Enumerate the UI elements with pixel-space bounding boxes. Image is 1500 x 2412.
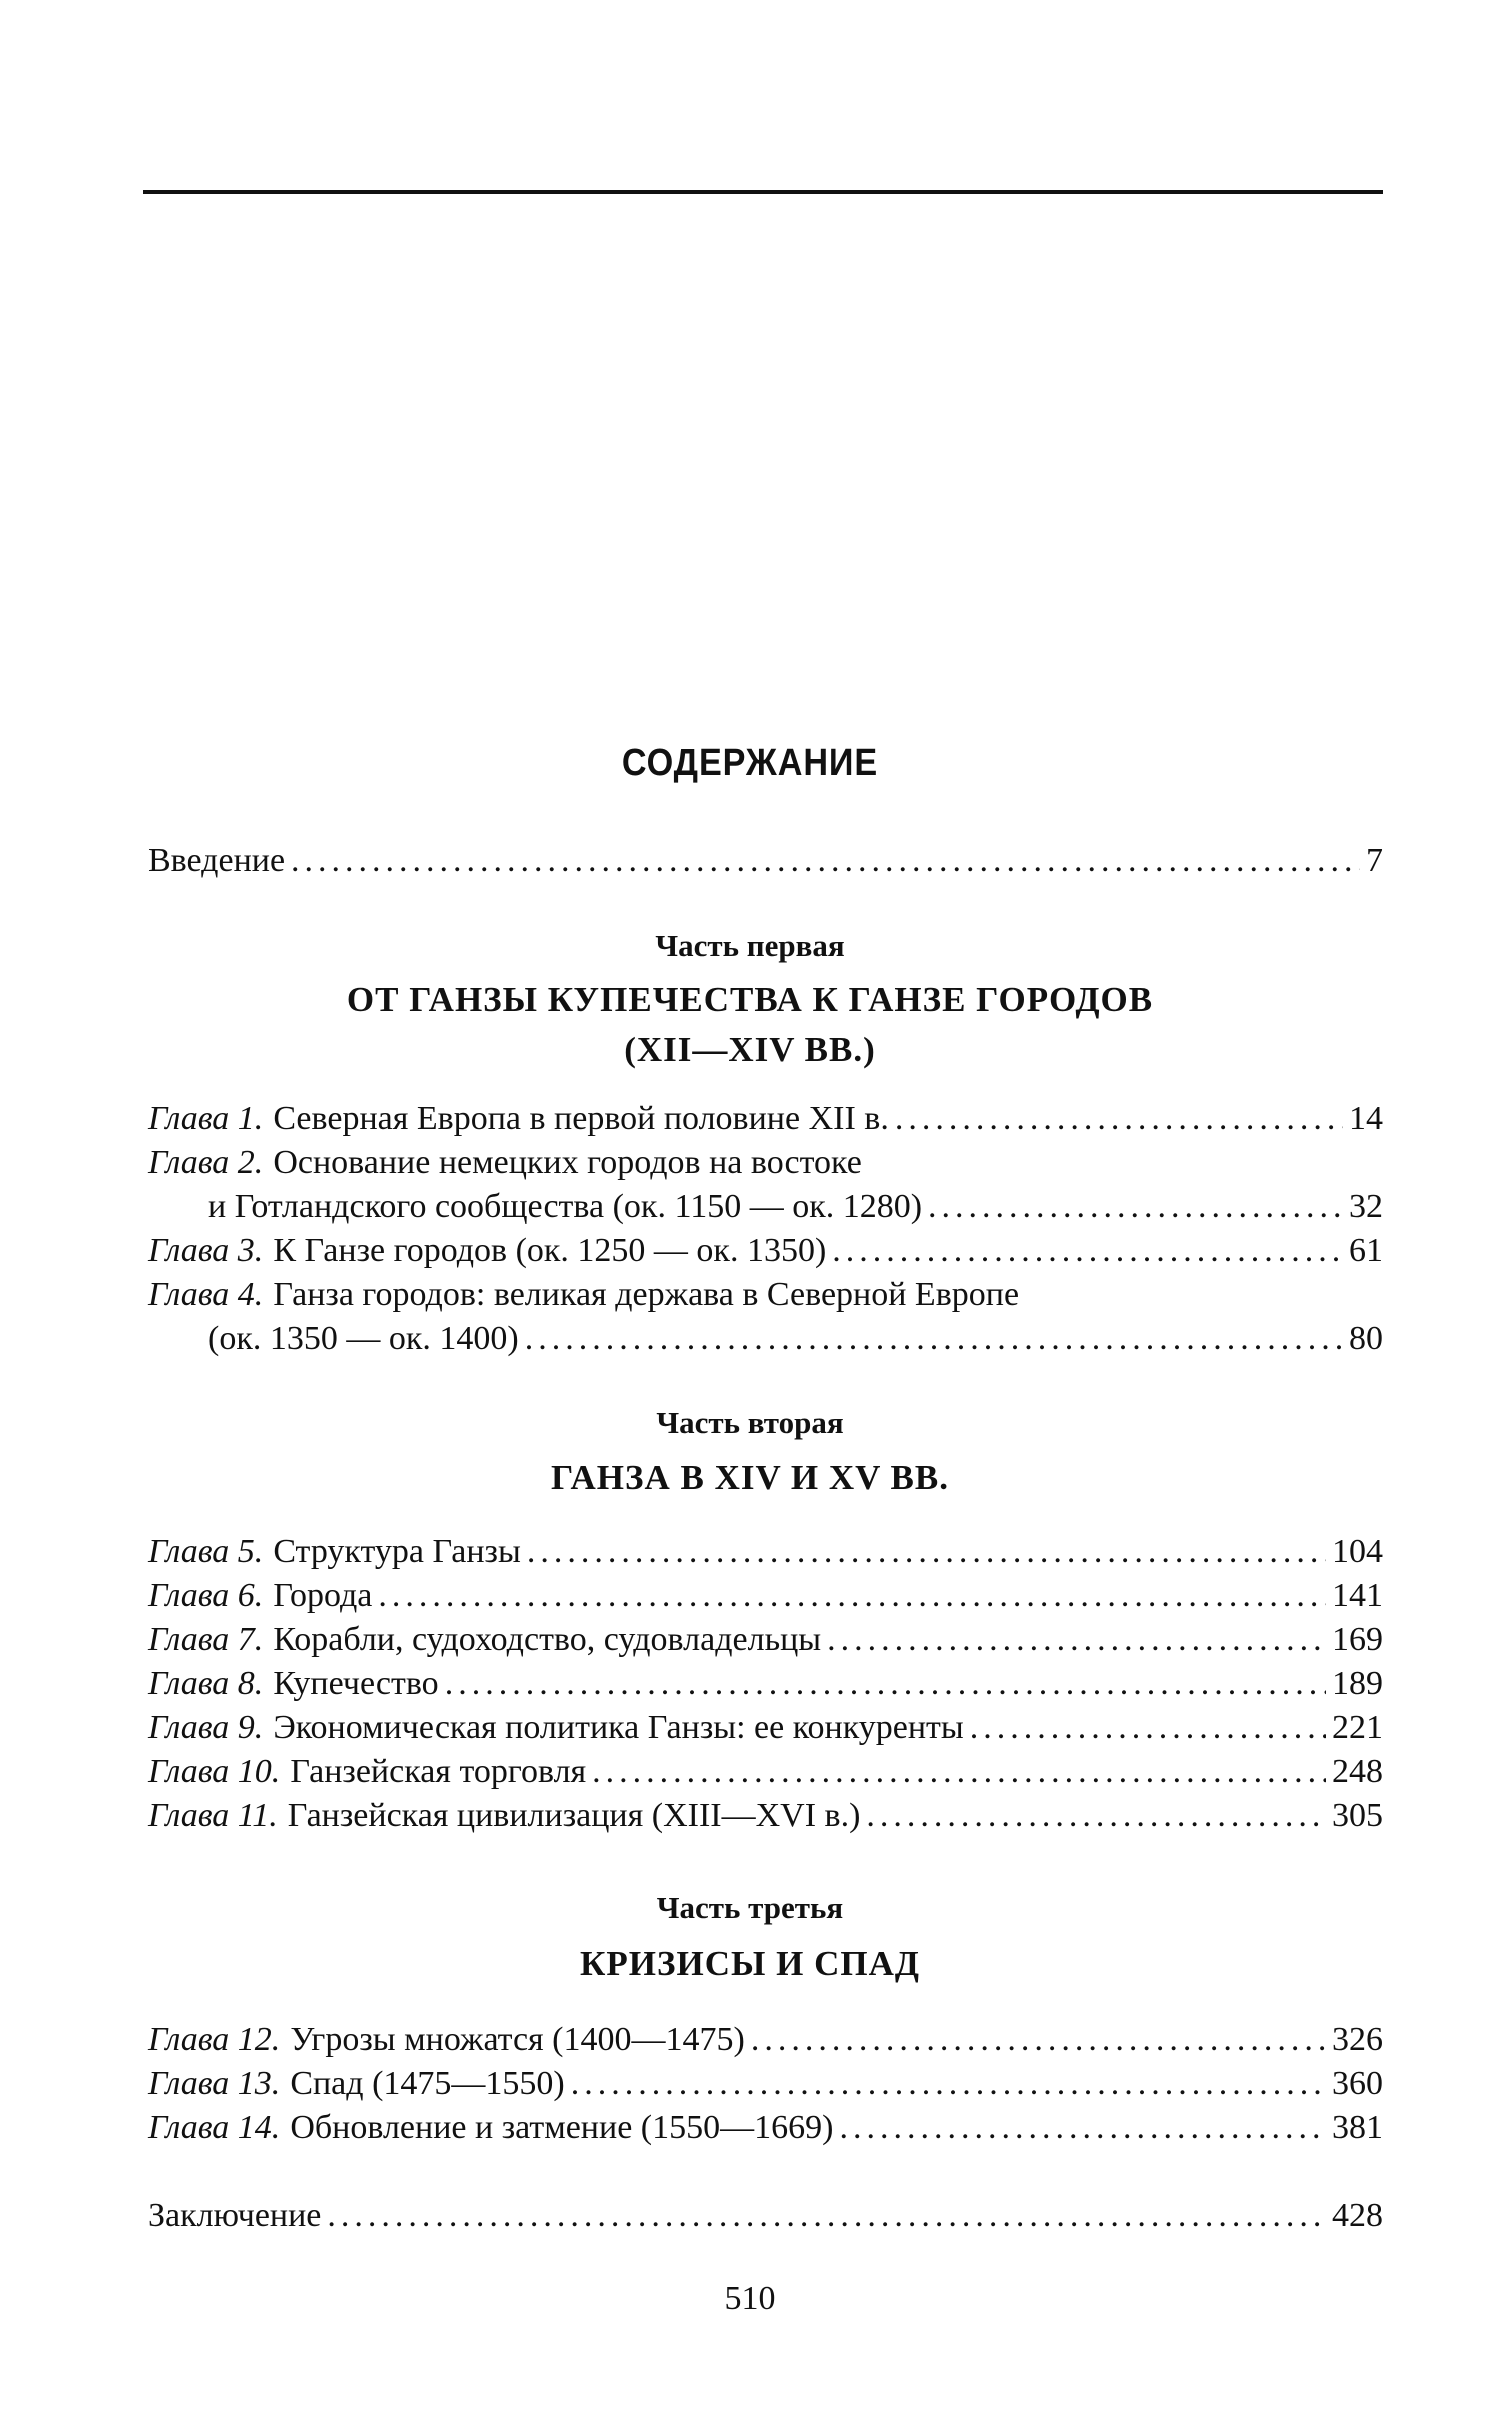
entry-title-continuation: (ок. 1350 — ок. 1400) [208, 1320, 519, 1357]
chapter-number: Глава 5. [148, 1533, 264, 1570]
page-title: СОДЕРЖАНИЕ [621, 742, 879, 784]
entry-title: Ганза городов: великая держава в Северной Европе [273, 1276, 1020, 1313]
dot-leader [592, 1748, 1326, 1796]
dot-leader [866, 1792, 1326, 1840]
entry-page: 14 [1349, 1100, 1383, 1137]
entry-page: 32 [1349, 1188, 1383, 1225]
toc-entry-chapter-6 [148, 1572, 1383, 1620]
chapter-number: Глава 4. [148, 1276, 264, 1313]
entry-title: Спад (1475—1550) [290, 2065, 565, 2102]
toc-entry-chapter-10 [148, 1748, 1383, 1796]
part-1-label: Часть первая [655, 928, 845, 963]
toc-entry-chapter-8 [148, 1660, 1383, 1708]
entry-title-continuation: и Готландского сообщества (ок. 1150 — ок. 1280) [208, 1188, 923, 1225]
chapter-number: Глава 7. [148, 1621, 264, 1658]
toc-entry-introduction [148, 837, 1383, 885]
entry-page: 428 [1332, 2197, 1383, 2234]
toc-entry-chapter-11 [148, 1792, 1383, 1840]
entry-title: Города [273, 1577, 373, 1614]
part-3-title: КРИЗИСЫ И СПАД [580, 1944, 920, 1983]
toc-entry-chapter-5 [148, 1528, 1383, 1576]
chapter-number: Глава 1. [148, 1100, 264, 1137]
dot-leader [895, 1095, 1343, 1143]
toc-entry-chapter-12 [148, 2016, 1383, 2064]
chapter-number: Глава 11. [148, 1797, 278, 1834]
toc-entry-chapter-14 [148, 2104, 1383, 2152]
dot-leader [832, 1227, 1343, 1275]
entry-title: Обновление и затмение (1550—1669) [290, 2109, 834, 2146]
entry-page: 61 [1349, 1232, 1383, 1269]
entry-page: 360 [1332, 2065, 1383, 2102]
entry-page: 221 [1332, 1709, 1383, 1746]
entry-title: Северная Европа в первой половине XII в. [273, 1100, 889, 1137]
entry-title: Ганзейская цивилизация (XIII—XVI в.) [287, 1797, 861, 1834]
entry-page: 7 [1366, 842, 1383, 879]
dot-leader [827, 1616, 1326, 1664]
part-2-label: Часть вторая [656, 1405, 844, 1440]
chapter-number: Глава 10. [148, 1753, 281, 1790]
chapter-number: Глава 13. [148, 2065, 281, 2102]
page-number: 510 [724, 2280, 776, 2317]
chapter-number: Глава 6. [148, 1577, 264, 1614]
dot-leader [378, 1572, 1326, 1620]
toc-entry-chapter-13 [148, 2060, 1383, 2108]
toc-entry-chapter-1 [148, 1095, 1383, 1143]
entry-page: 326 [1332, 2021, 1383, 2058]
part-1-title-line-1: ОТ ГАНЗЫ КУПЕЧЕСТВА К ГАНЗЕ ГОРОДОВ [346, 980, 1154, 1019]
entry-title: Основание немецких городов на востоке [273, 1144, 862, 1181]
dot-leader [970, 1704, 1326, 1752]
entry-page: 104 [1332, 1533, 1383, 1570]
chapter-number: Глава 8. [148, 1665, 264, 1702]
top-rule [143, 190, 1383, 194]
chapter-number: Глава 12. [148, 2021, 281, 2058]
part-3-label: Часть третья [656, 1890, 844, 1925]
toc-entry-chapter-4-continuation [208, 1315, 1383, 1363]
entry-title: Введение [148, 842, 286, 879]
entry-page: 189 [1332, 1665, 1383, 1702]
dot-leader [445, 1660, 1326, 1708]
toc-entry-chapter-9 [148, 1704, 1383, 1752]
toc-entry-chapter-2 [148, 1139, 1383, 1187]
toc-entry-chapter-3 [148, 1227, 1383, 1275]
dot-leader [928, 1183, 1343, 1231]
dot-leader [527, 1528, 1326, 1576]
dot-leader [291, 837, 1360, 885]
dot-leader [327, 2192, 1326, 2240]
entry-title: Заключение [148, 2197, 322, 2234]
part-1-title-line-2: (XII—XIV ВВ.) [624, 1030, 876, 1069]
toc-entry-chapter-2-continuation [208, 1183, 1383, 1231]
entry-title: Ганзейская торговля [290, 1753, 587, 1790]
entry-page: 305 [1332, 1797, 1383, 1834]
chapter-number: Глава 9. [148, 1709, 264, 1746]
chapter-number: Глава 3. [148, 1232, 264, 1269]
entry-title: Экономическая политика Ганзы: ее конкуренты [273, 1709, 964, 1746]
dot-leader [839, 2104, 1326, 2152]
toc-entry-conclusion [148, 2192, 1383, 2240]
entry-page: 141 [1332, 1577, 1383, 1614]
part-2-title: ГАНЗА В XIV И XV ВВ. [551, 1458, 949, 1497]
entry-page: 80 [1349, 1320, 1383, 1357]
dot-leader [751, 2016, 1326, 2064]
entry-page: 381 [1332, 2109, 1383, 2146]
dot-leader [525, 1315, 1343, 1363]
toc-entry-chapter-4 [148, 1271, 1383, 1319]
entry-title: Корабли, судоходство, судовладельцы [273, 1621, 822, 1658]
chapter-number: Глава 14. [148, 2109, 281, 2146]
dot-leader [571, 2060, 1326, 2108]
entry-page: 169 [1332, 1621, 1383, 1658]
entry-title: Купечество [273, 1665, 439, 1702]
entry-page: 248 [1332, 1753, 1383, 1790]
toc-entry-chapter-7 [148, 1616, 1383, 1664]
entry-title: Структура Ганзы [273, 1533, 521, 1570]
chapter-number: Глава 2. [148, 1144, 264, 1181]
entry-title: К Ганзе городов (ок. 1250 — ок. 1350) [273, 1232, 827, 1269]
entry-title: Угрозы множатся (1400—1475) [290, 2021, 745, 2058]
